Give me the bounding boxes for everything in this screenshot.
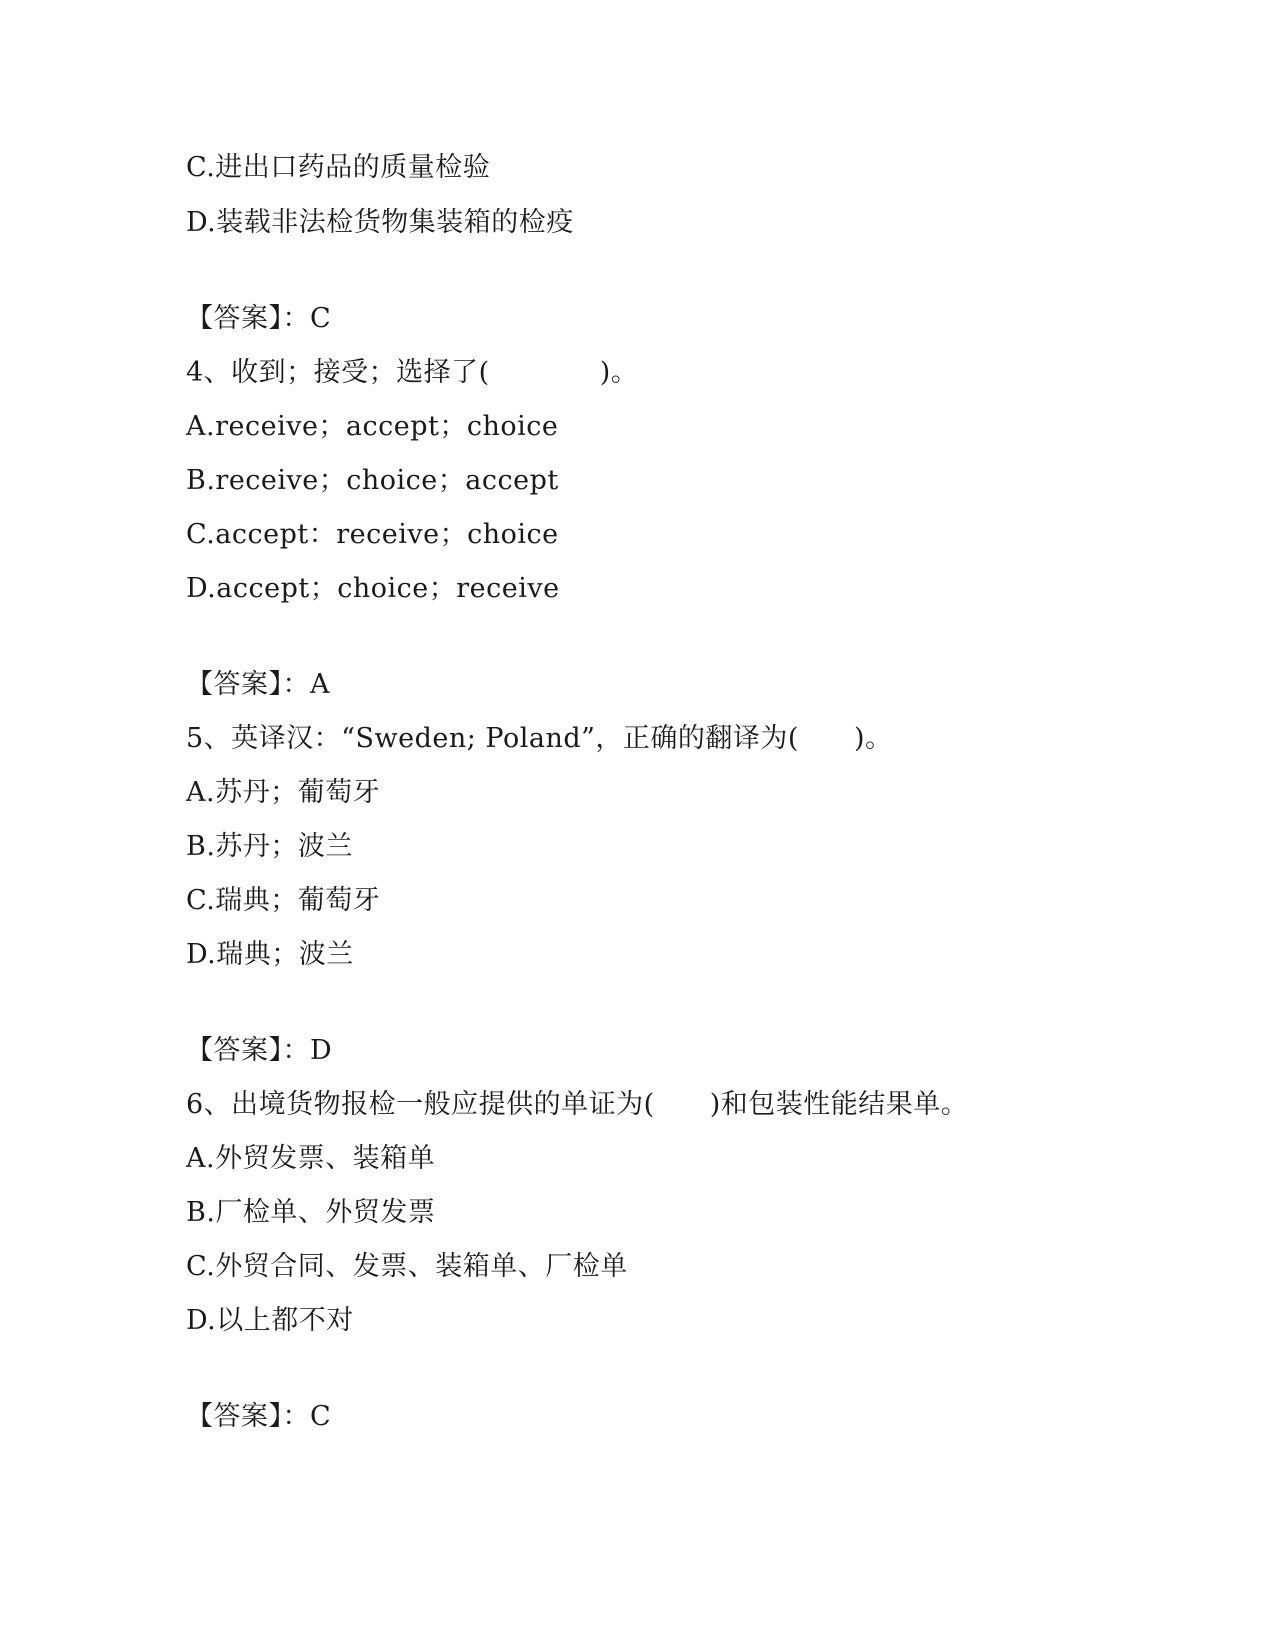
q5-option-c: C.瑞典；葡萄牙: [186, 885, 381, 916]
q5-answer: 【答案】：D: [186, 1035, 333, 1066]
q5-question: 5、英译汉：“Sweden; Poland”，正确的翻译为( )。: [186, 723, 893, 754]
q4-option-c: C.accept：receive；choice: [186, 519, 559, 550]
q6-question: 6、出境货物报检一般应提供的单证为( )和包装性能结果单。: [186, 1089, 969, 1120]
q3-answer: 【答案】：C: [186, 303, 332, 334]
q4-option-a: A.receive；accept；choice: [186, 411, 559, 442]
q4-question: 4、收到；接受；选择了( )。: [186, 357, 639, 388]
q4-answer: 【答案】：A: [186, 669, 330, 700]
q4-option-b: B.receive；choice；accept: [186, 465, 559, 496]
q6-answer: 【答案】：C: [186, 1401, 332, 1432]
q6-option-d: D.以上都不对: [186, 1305, 354, 1336]
q3-option-c-text: C.进出口药品的质量检验: [186, 152, 491, 183]
q5-option-a: A.苏丹；葡萄牙: [186, 777, 381, 808]
q4-option-d: D.accept；choice；receive: [186, 573, 560, 604]
q5-option-d: D.瑞典；波兰: [186, 939, 354, 970]
q6-option-b: B.厂检单、外贸发票: [186, 1197, 436, 1228]
q3-option-d: D.装载非法检货物集装箱的检疫: [186, 207, 574, 238]
q6-option-c: C.外贸合同、发票、装箱单、厂检单: [186, 1251, 628, 1282]
q6-option-a: A.外贸发票、装箱单: [186, 1143, 436, 1174]
q5-option-b: B.苏丹；波兰: [186, 831, 353, 862]
